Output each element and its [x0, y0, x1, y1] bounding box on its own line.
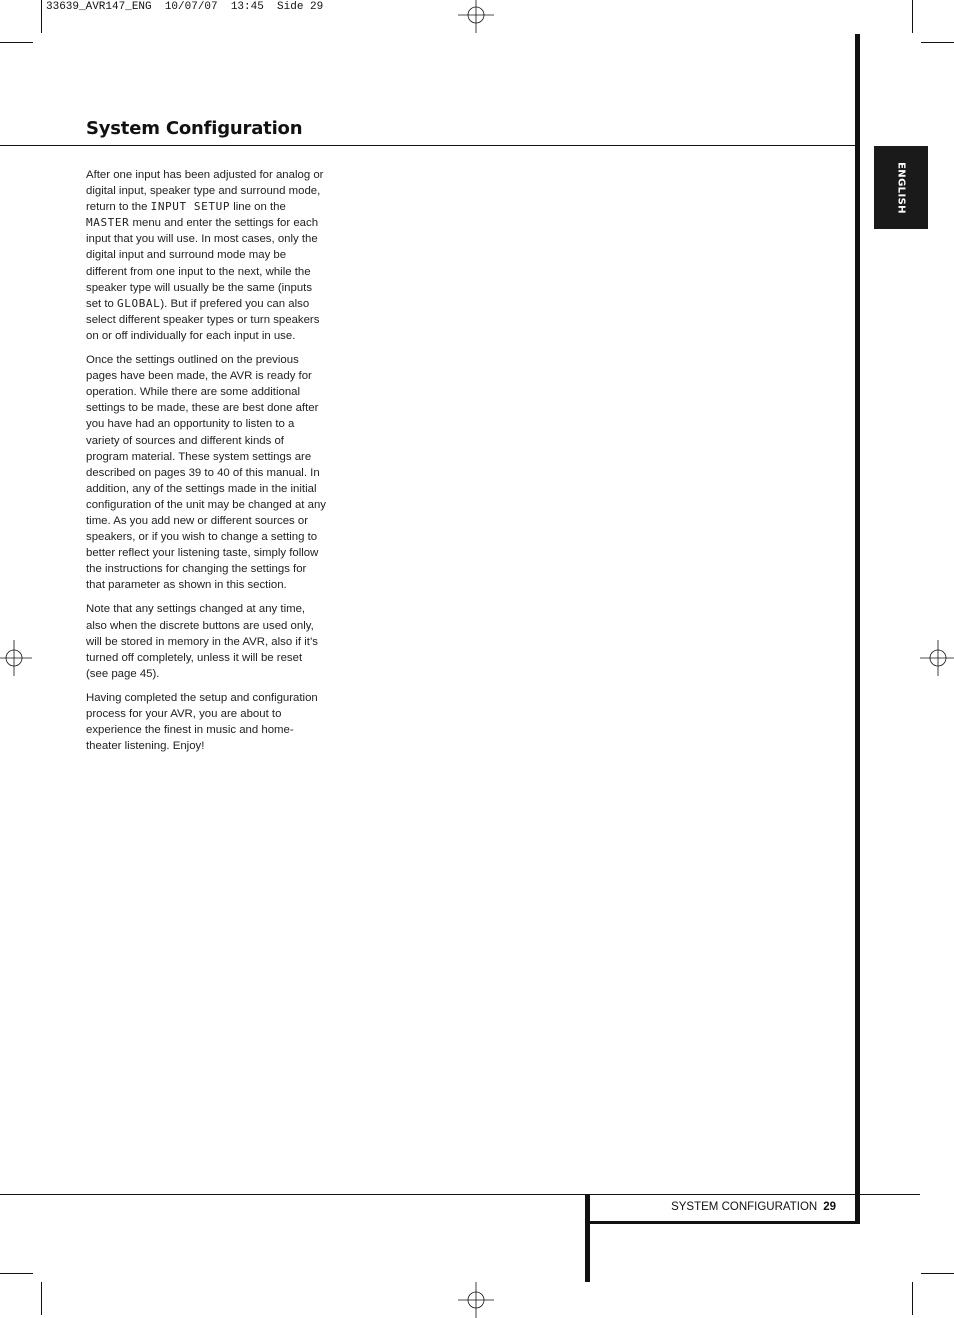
footer-stem	[585, 1222, 590, 1282]
text-run: After one input has been adjusted for analog or digital input, speaker type and surround mode, return to the	[86, 169, 324, 214]
text-run: line on the	[230, 201, 286, 214]
language-tab-label: ENGLISH	[895, 161, 907, 214]
paragraph: Having completed the setup and configuration process for your AVR, you are about to experience the finest in music and home-theater listening. Enjoy!	[86, 691, 318, 753]
menu-item-term: MASTER	[86, 216, 130, 230]
crop-mark	[912, 0, 913, 33]
crop-mark	[0, 42, 33, 43]
registration-mark-icon	[920, 640, 954, 676]
text-run: ). But if prefered you can also select different speaker types or turn speakers on or off individually for each input in use.	[86, 297, 320, 342]
crop-mark	[41, 1282, 42, 1315]
registration-mark-icon	[0, 640, 32, 676]
header-rule	[0, 145, 858, 146]
footer-label	[671, 1201, 836, 1213]
registration-mark-icon	[458, 1282, 494, 1318]
crop-mark	[912, 1282, 913, 1315]
menu-item-term: GLOBAL	[117, 296, 161, 310]
registration-mark-icon	[458, 0, 494, 33]
body-text-column	[86, 167, 326, 762]
paragraph	[86, 167, 326, 344]
crop-mark	[921, 42, 954, 43]
text-run: menu and enter the settings for each input that you will use. In most cases, only the digital input and surround mode may be different from one input to the next, while the speaker type will usually be the same (inputs set to	[86, 217, 319, 310]
language-tab	[874, 146, 928, 229]
crop-mark	[921, 1273, 954, 1274]
page-edge-bar	[855, 34, 860, 1224]
page-title: System Configuration	[86, 118, 303, 139]
paragraph: Once the settings outlined on the previous pages have been made, the AVR is ready for operation. While there are some additional settings to be made, these are best done after you have had an opportunity to listen to a variety of sources and different kinds of program material. These system settings are described on pages 39 to 40 of this manual. In addition, any of the settings made in the initial configuration of the unit may be changed at any time. As you add new or different sources or speakers, or if you wish to change a setting to better reflect your listening taste, simply follow the instructions for changing the settings for that parameter as shown in this section.	[86, 354, 326, 592]
paragraph: Note that any settings changed at any time, also when the discrete buttons are used only, will be stored in memory in the AVR, also if it’s turned off completely, unless it will be reset (see page 45).	[86, 603, 318, 680]
crop-mark	[41, 0, 42, 33]
footer-section: SYSTEM CONFIGURATION	[671, 1201, 818, 1213]
crop-mark	[0, 1273, 33, 1274]
page-number: 29	[823, 1201, 836, 1213]
printer-slug: 33639_AVR147_ENG 10/07/07 13:45 Side 29	[46, 1, 324, 13]
menu-item-term: INPUT SETUP	[150, 200, 231, 214]
